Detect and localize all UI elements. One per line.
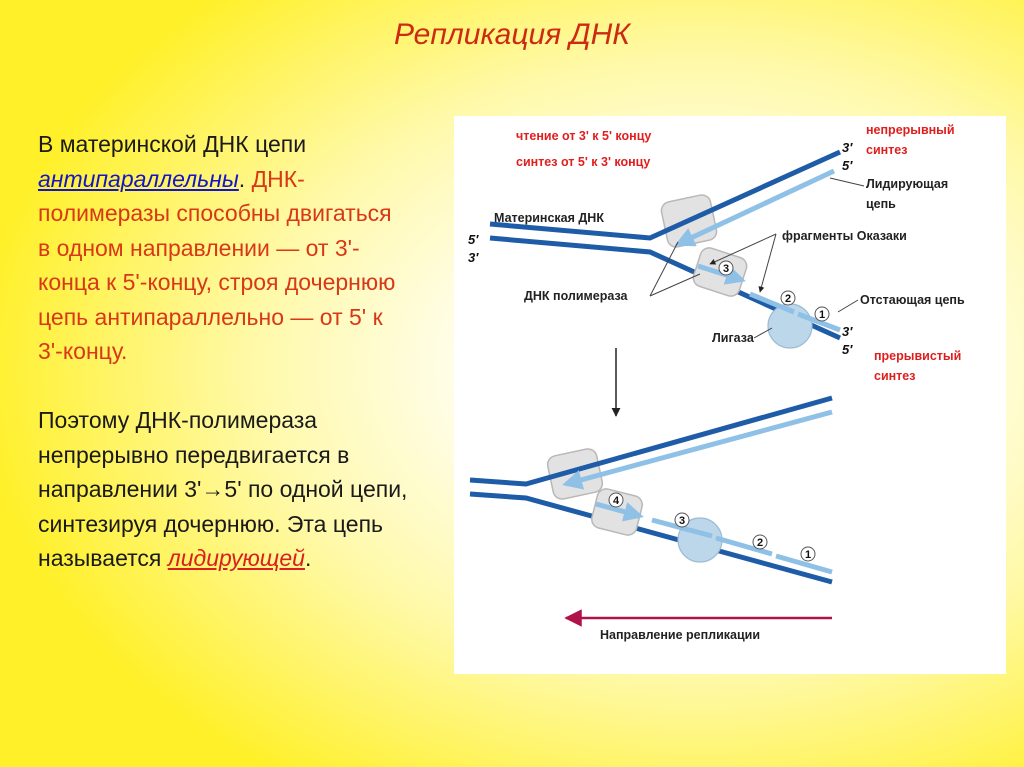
label-read-direction: чтение от 3' к 5' концу xyxy=(516,129,652,143)
leader-line-polymerase-a xyxy=(650,242,678,296)
number-2-bottom: 2 xyxy=(756,537,764,549)
label-leading-2: цепь xyxy=(866,197,896,211)
label-synth-direction: синтез от 5' к 3' концу xyxy=(516,155,651,169)
label-replication-direction: Направление репликации xyxy=(600,628,761,642)
replication-diagram xyxy=(454,116,1006,674)
leading-daughter-bottom xyxy=(566,412,832,484)
replication-figure xyxy=(454,116,1006,674)
parent-strand-lower-bottom xyxy=(470,494,832,582)
link-antiparallel[interactable]: антипараллельны xyxy=(38,165,239,192)
number-1-top: 1 xyxy=(818,309,826,321)
slide-title: Репликация ДНК xyxy=(394,18,630,51)
label-parent-dna: Материнская ДНК xyxy=(494,211,604,225)
top-fork xyxy=(468,123,965,383)
leader-line-leading xyxy=(830,178,864,186)
label-discontinuous-1: прерывистый xyxy=(874,349,962,363)
text-p2-a: Поэтому ДНК-полимераза непрерывно передвигается в направлении 3'→5' по одной цепи, синтезируя дочернюю. Эта цепь называется xyxy=(38,407,408,571)
text-p1-dot: . xyxy=(238,165,246,192)
end-label-left-3: 3′ xyxy=(468,250,479,265)
paragraph-antiparallel xyxy=(38,127,408,369)
end-label-top-3: 3′ xyxy=(842,140,853,155)
end-label-bottom-5: 5′ xyxy=(842,342,853,357)
link-leading[interactable]: лидирующей xyxy=(167,545,305,571)
number-2-top: 2 xyxy=(784,293,792,305)
end-label-bottom-3: 3′ xyxy=(842,324,853,339)
paragraph-leading xyxy=(38,403,408,576)
number-1-bottom: 1 xyxy=(804,549,812,561)
text-p2-dot: . xyxy=(304,545,312,571)
label-lagging: Отстающая цепь xyxy=(860,293,965,307)
body-text xyxy=(38,127,408,576)
number-3-bottom: 3 xyxy=(678,515,686,527)
label-leading-1: Лидирующая xyxy=(866,177,949,191)
leader-line-polymerase-b xyxy=(650,274,700,296)
label-discontinuous-2: синтез xyxy=(874,369,916,383)
label-continuous-1: непрерывный xyxy=(866,123,955,137)
leader-line-okazaki-b xyxy=(760,234,776,292)
label-okazaki: фрагменты Оказаки xyxy=(782,229,907,243)
label-polymerase: ДНК полимераза xyxy=(524,289,628,303)
number-3-top: 3 xyxy=(722,263,730,275)
bottom-fork xyxy=(470,398,832,582)
end-label-left-5: 5′ xyxy=(468,232,479,247)
leader-line-lagging xyxy=(838,300,858,312)
text-p1-b: ДНК-полимеразы способны двигаться в одном направлении — от 3'-конца к 5'-концу, строя дочернюю цепь антипараллельно — от 5' к 3'-концу. xyxy=(38,165,396,364)
parent-strand-upper-bottom xyxy=(470,398,832,484)
label-ligase: Лигаза xyxy=(712,331,754,345)
text-p1-a: В материнской ДНК цепи xyxy=(38,131,307,157)
label-continuous-2: синтез xyxy=(866,143,908,157)
end-label-top-5: 5′ xyxy=(842,158,853,173)
number-4-bottom: 4 xyxy=(612,495,620,507)
